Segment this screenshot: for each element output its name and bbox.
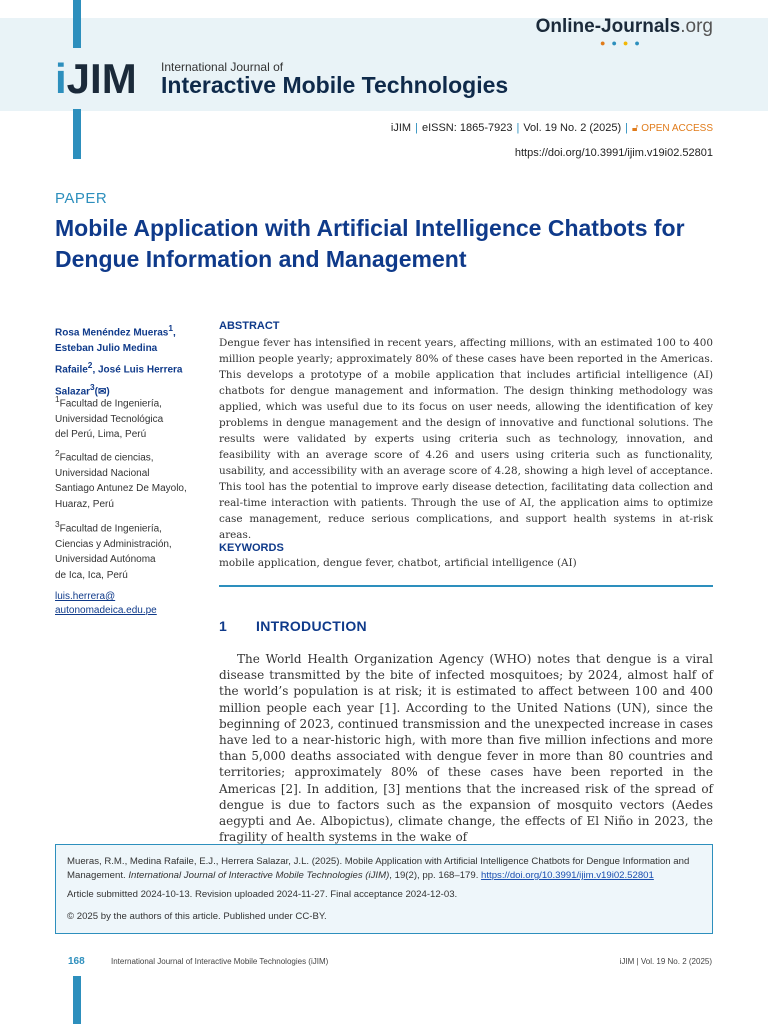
author-2-sup: 2	[87, 360, 93, 371]
license-note: © 2025 by the authors of this article. Published under CC-BY.	[67, 911, 327, 922]
eissn: eISSN: 1865-7923	[421, 122, 513, 134]
doi-link[interactable]: https://doi.org/10.3991/ijim.v19i02.52801	[514, 147, 713, 159]
issue-info: iJIM | eISSN: 1865-7923 | Vol. 19 No. 2 (2025) | 🔓︎ OPEN ACCESS	[390, 122, 713, 134]
page-number: 168	[68, 956, 85, 967]
accent-bar-top	[73, 0, 81, 48]
logo-letter-i: i	[55, 55, 67, 102]
affiliation-1: $^1$Facultad de Ingeniería, Universidad Tecnológica del Perú, Lima, Perú	[55, 394, 164, 441]
envelope-icon[interactable]: ✉	[98, 385, 107, 397]
footer-issue: iJIM | Vol. 19 No. 2 (2025)	[619, 957, 712, 966]
journal-title: Interactive Mobile Technologies	[161, 72, 509, 98]
introduction-text: The World Health Organization Agency (WHO) notes that dengue is a viral disease transmitted by the bite of infected mosquitoes; by 2024, almost half of the world’s population is at risk; it is estimated to affect between 100 and 400 million people each year [1]. According to the United Nations (UN), since the beginning of 2023, continued transmission and the unexpected increase in cases have led to a near-historic high, with more than five million infections and more than 5,000 deaths associated with dengue fever in more than 80 countries and territories; approximately 80% of these cases have been reported in the Americas [2]. In addition, [3] mentions that the increased risk of the spread of dengue is due to factors such as the expansion of mosquito vectors (Aedes aegypti and Ae. Albopictus), climate change, the effects of El Niño in 2023, the fragility of health systems in the wake of	[219, 652, 713, 845]
journal-subtitle: International Journal of	[161, 60, 284, 74]
brand-tld: .org	[680, 16, 713, 37]
corresponding-email[interactable]: luis.herrera@ autonomadeica.edu.pe	[55, 591, 157, 616]
author-3-last: Salazar	[55, 385, 91, 397]
publisher-brand[interactable]	[536, 16, 713, 38]
abstract-heading: ABSTRACT	[219, 320, 280, 332]
author-1: Rosa Menéndez Mueras	[55, 327, 169, 339]
section-number: 1	[219, 618, 227, 634]
citation-text: Mueras, R.M., Medina Rafaile, E.J., Herrera Salazar, J.L. (2025). Mobile Application with Artificial Intelligence Chatbots for Dengue Information and Management. International Journal of Interactive Mobile Technologies (iJIM), 19(2), pp. 168–179. https://doi.org/10.3991/ijim.v19i02.52801	[67, 856, 690, 881]
accent-bar-middle	[73, 109, 81, 159]
citation-box	[55, 844, 713, 934]
submission-dates: Article submitted 2024-10-13. Revision uploaded 2024-11-27. Final acceptance 2024-12-03.	[67, 889, 458, 900]
section-divider	[219, 585, 713, 587]
journal-abbrev: iJIM	[390, 122, 412, 134]
affiliation-3: $^3$Facultad de Ingeniería, Ciencias y Administración, Universidad Autónoma de Ica, Ica, Perú	[55, 519, 172, 581]
author-3-sup: 3	[90, 381, 95, 392]
open-access-label: OPEN ACCESS	[641, 123, 713, 134]
author-2-first: Esteban Julio Medina	[55, 343, 158, 355]
article-type: PAPER	[55, 190, 108, 207]
volume-issue: Vol. 19 No. 2 (2025)	[523, 122, 622, 134]
author-2-last: Rafaile	[55, 364, 88, 376]
affiliation-2: $^2$Facultad de ciencias, Universidad Nacional Santiago Antunez De Mayolo, Huaraz, Perú	[55, 448, 187, 510]
citation-doi-link[interactable]: https://doi.org/10.3991/ijim.v19i02.52801	[481, 870, 654, 881]
abstract-text: Dengue fever has intensified in recent years, affecting millions, with an estimated 100 to 400 million people yearly; approximately 80% of these cases have been reported in the Americas. This develops a prototype of a mobile application that includes artificial intelligence (AI) chatbots for dengue management and information. The design thinking methodology was applied, which was useful due to its focus on user needs, allowing the identification of key problems in dengue management and the design of innovative and functional solutions. The results were validated by experts using criteria such as technology, innovation, and feasibility with an average score of 4.26 and users using criteria such as functionality, usability, and accessibility with an average score of 4.28, showing a high level of acceptance. This tool has the potential to improve early disease detection, facilitating data collection and real-time interaction with patients. Through the use of AI, the application aims to optimize case management, reduce serious complications, and support health systems in at-risk areas.	[219, 337, 713, 541]
author-3-first: , José Luis Herrera	[92, 364, 183, 376]
brand-name: Online-Journals	[535, 16, 681, 37]
journal-logo	[55, 55, 137, 102]
logo-letters: JIM	[66, 55, 137, 102]
accent-bar-bottom	[73, 976, 81, 1024]
author-1-sup: 1	[168, 323, 174, 333]
brand-dots-icon: ●●●●	[600, 38, 646, 48]
keywords-heading: KEYWORDS	[219, 542, 284, 554]
section-heading: INTRODUCTION	[256, 618, 367, 634]
author-list: Rosa Menéndez Mueras$^1$, Esteban Julio Medina Rafaile$^2$, José Luis Herrera Salazar$^3$(✉)	[55, 323, 183, 397]
keywords-text: mobile application, dengue fever, chatbot, artificial intelligence (AI)	[219, 557, 577, 569]
footer-journal: International Journal of Interactive Mobile Technologies (iJIM)	[111, 957, 329, 966]
open-access-icon: 🔓︎	[632, 123, 642, 134]
paper-title: Mobile Application with Artificial Intelligence Chatbots for Dengue Information and Management	[55, 215, 685, 272]
